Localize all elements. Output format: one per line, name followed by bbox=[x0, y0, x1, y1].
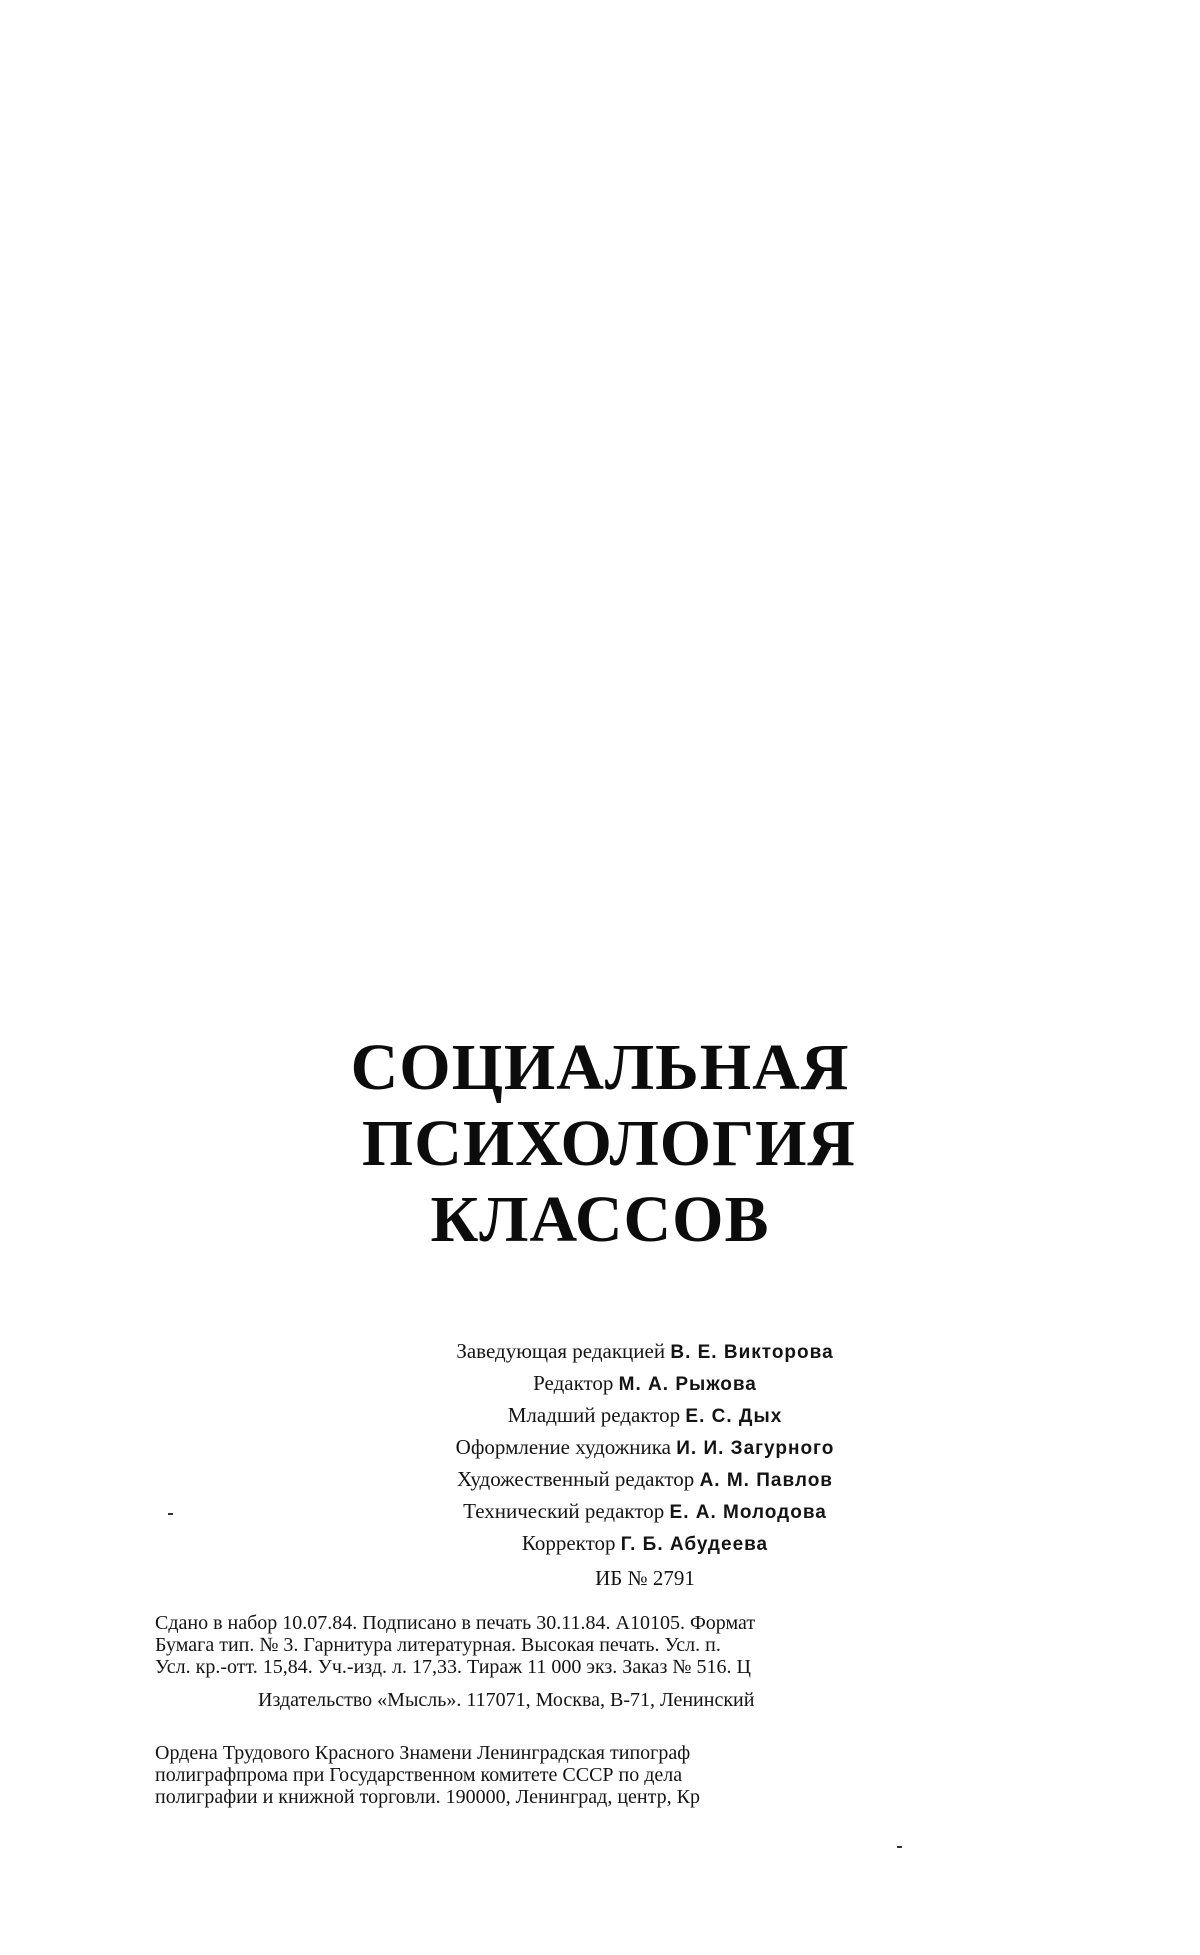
credit-role: Младший редактор bbox=[507, 1403, 681, 1427]
print-speck bbox=[897, 1846, 902, 1848]
credit-row bbox=[0, 1496, 1200, 1528]
printer-block bbox=[155, 1742, 1015, 1808]
printer-line: полиграфии и книжной торговли. 190000, Ленинград, центр, Кр bbox=[155, 1786, 700, 1808]
credit-row bbox=[0, 1336, 1200, 1368]
credit-row bbox=[0, 1528, 1200, 1560]
imprint-block bbox=[155, 1612, 1035, 1678]
imprint-line: Сдано в набор 10.07.84. Подписано в печать 30.11.84. А10105. Формат bbox=[155, 1612, 756, 1634]
credit-name: Е. С. Дых bbox=[685, 1406, 783, 1427]
book-title bbox=[0, 1030, 1200, 1258]
credit-name: Г. Б. Абудеева bbox=[620, 1534, 769, 1555]
credit-name: И. И. Загурного bbox=[676, 1438, 835, 1459]
credits-block bbox=[0, 1336, 1200, 1594]
credit-role: Заведующая редакцией bbox=[456, 1339, 666, 1363]
printer-line: Ордена Трудового Красного Знамени Ленинградская типограф bbox=[155, 1742, 691, 1764]
credit-row bbox=[0, 1400, 1200, 1432]
credit-role: Технический редактор bbox=[463, 1499, 665, 1523]
credit-name: А. М. Павлов bbox=[699, 1470, 833, 1491]
imprint-line: Усл. кр.-отт. 15,84. Уч.-изд. л. 17,33. Тираж 11 000 экз. Заказ № 516. Ц bbox=[155, 1656, 751, 1678]
print-speck bbox=[168, 1513, 173, 1515]
imprint-line: Бумага тип. № 3. Гарнитура литературная. Высокая печать. Усл. п. bbox=[155, 1634, 721, 1656]
credit-row bbox=[0, 1464, 1200, 1496]
credit-role: Художественный редактор bbox=[457, 1467, 695, 1491]
credit-role: Корректор bbox=[521, 1531, 616, 1555]
title-line-3: КЛАССОВ bbox=[430, 1183, 770, 1256]
title-line-1: СОЦИАЛЬНАЯ bbox=[350, 1031, 850, 1104]
credit-row bbox=[0, 1368, 1200, 1400]
credit-role: Редактор bbox=[533, 1371, 614, 1395]
publisher-line: Издательство «Мысль». 117071, Москва, В-71, Ленинский bbox=[258, 1689, 755, 1711]
credit-name: Е. А. Молодова bbox=[669, 1502, 827, 1523]
credit-name: В. Е. Викторова bbox=[670, 1342, 834, 1363]
credit-name: М. А. Рыжова bbox=[618, 1374, 757, 1395]
ib-number: ИБ № 2791 bbox=[595, 1566, 695, 1590]
title-line-2: ПСИХОЛОГИЯ bbox=[361, 1107, 857, 1180]
credit-row bbox=[0, 1432, 1200, 1464]
credit-role: Оформление художника bbox=[455, 1435, 671, 1459]
printer-line: полиграфпрома при Государственном комитете СССР по дела bbox=[155, 1764, 683, 1786]
